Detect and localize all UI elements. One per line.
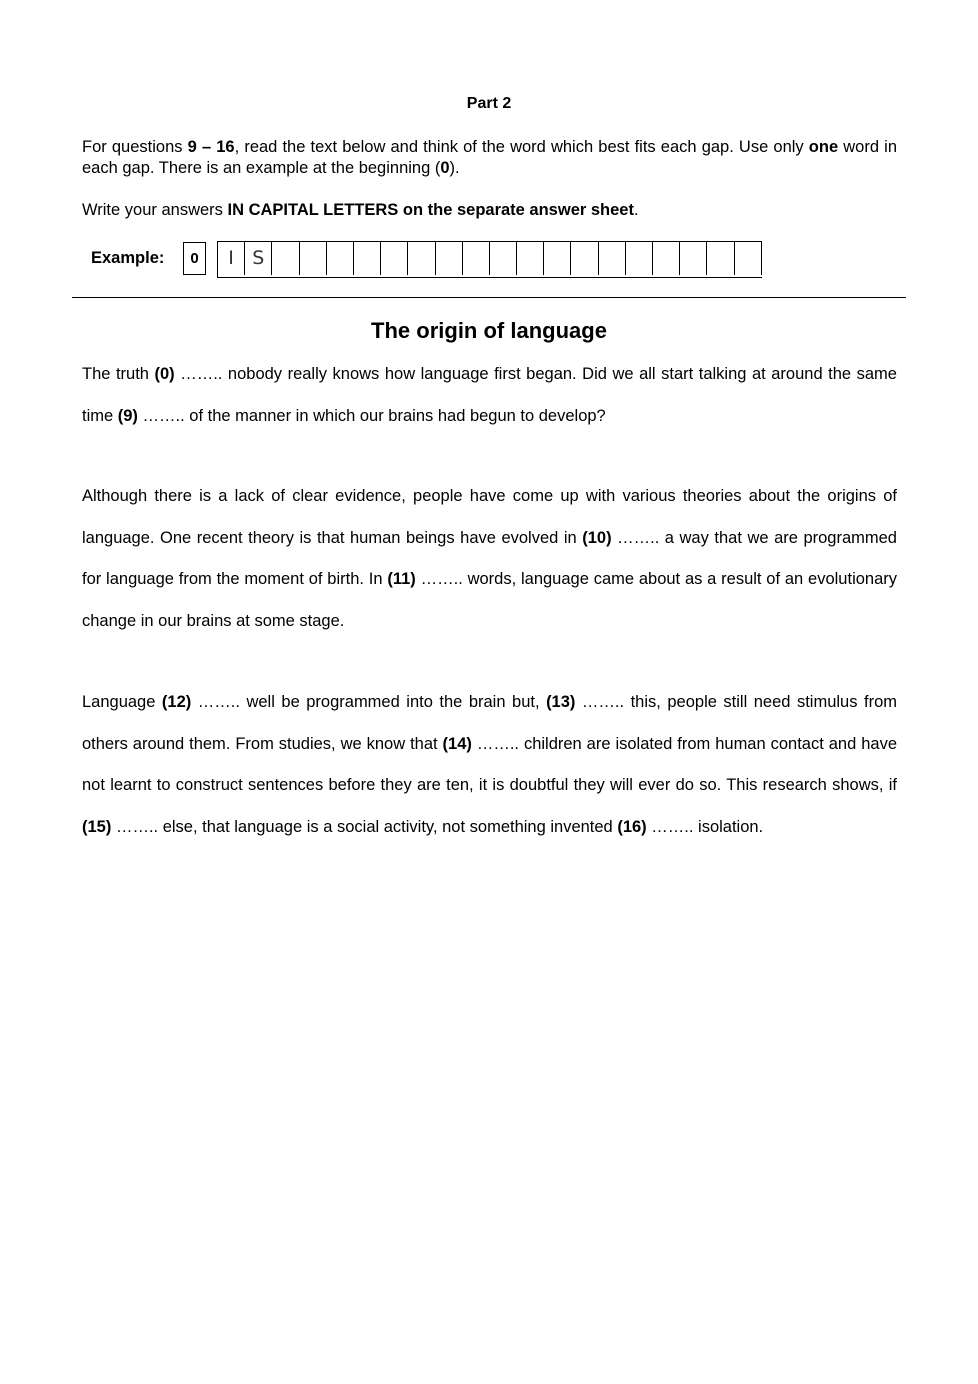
gap-marker: ……..	[142, 406, 185, 425]
instructions-paragraph: For questions 9 – 16, read the text below and think of the word which best fits each gap. Use only one word in each gap. There is an example at the beginning (0).	[82, 138, 897, 177]
gap-marker: ……..	[476, 734, 519, 753]
answer-letter-box	[680, 242, 707, 275]
gap-number: (16)	[617, 817, 647, 836]
answer-letter-box: I	[218, 242, 245, 275]
answer-letter-box	[436, 242, 463, 275]
example-answer-boxes	[217, 241, 762, 278]
gap-number: (12)	[161, 693, 192, 711]
answer-letter-box	[517, 242, 544, 275]
gap-number: (10)	[582, 528, 612, 547]
answer-letter-box	[408, 242, 435, 275]
gap-marker: ……..	[581, 693, 625, 711]
text-paragraph-1: The truth (0) …….. nobody really knows how language first began. Did we all start talking at around the same time (9) …….. of the manner in which our brains had begun to develop?	[82, 365, 897, 425]
answer-letter-box	[653, 242, 680, 275]
text-paragraph-2: Although there is a lack of clear evidence, people have come up with various theories about the origins of language. One recent theory is that human beings have evolved in (10) …….. a way that we are programmed for language from the moment of birth. In (11) …….. words, language came about as a result of an evolutionary change in our brains at some stage.	[82, 487, 898, 630]
part-title: Part 2	[466, 95, 512, 112]
gap-number: (15)	[82, 817, 112, 836]
gap-marker: ……..	[617, 528, 660, 547]
text-paragraph-3: Language (12) …….. well be programmed into the brain but, (13) …….. this, people still need stimulus from others around them. From studies, we know that (14) …….. children are isolated from human contact and have not learnt to construct sentences before they are ten, it is doubtful they will ever do so. This research shows, if (15) …….. else, that language is a social activity, not something invented (16) …….. isolation.	[82, 693, 897, 836]
gap-marker: ……..	[651, 817, 694, 836]
answer-letter-box	[272, 242, 299, 275]
example-label: Example:	[91, 249, 165, 267]
gap-marker: ……..	[197, 693, 240, 711]
answer-letter-box	[707, 242, 734, 275]
gap-number: (11)	[387, 570, 416, 588]
text-title: The origin of language	[371, 318, 607, 343]
gap-marker: ……..	[115, 817, 159, 836]
gap-number: (13)	[546, 693, 576, 711]
answer-letter-box	[735, 242, 762, 275]
answer-letter-box	[354, 242, 381, 275]
gap-number: (9)	[117, 406, 138, 425]
gap-number: (14)	[442, 734, 472, 753]
horizontal-divider	[72, 297, 906, 298]
gap-number: (0)	[154, 365, 175, 383]
gap-marker: ……..	[420, 570, 463, 588]
answer-letter-box	[599, 242, 626, 275]
answer-letter-box: S	[245, 242, 272, 275]
answer-letter-box	[463, 242, 490, 275]
answer-letter-box	[327, 242, 354, 275]
answer-letter-box	[381, 242, 408, 275]
example-number-box: 0	[183, 242, 206, 275]
answer-letter-box	[626, 242, 653, 275]
answer-instructions: Write your answers IN CAPITAL LETTERS on the separate answer sheet.	[82, 201, 639, 219]
answer-letter-box	[571, 242, 598, 275]
answer-letter-box	[544, 242, 571, 275]
gap-marker: ……..	[180, 365, 223, 383]
answer-letter-box	[490, 242, 517, 275]
answer-letter-box	[300, 242, 327, 275]
